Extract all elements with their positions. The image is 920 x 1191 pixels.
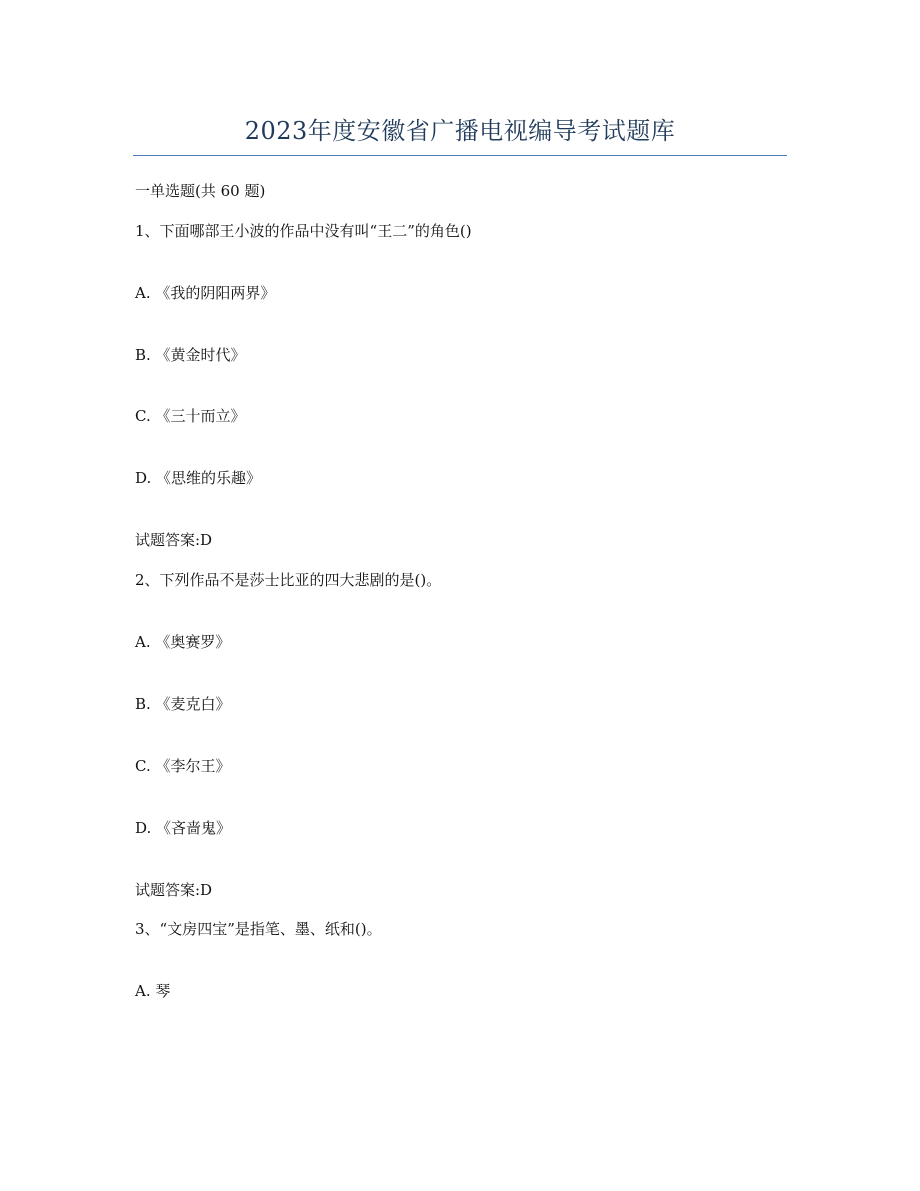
question-1-option-c: C. 《三十而立》 [135,407,246,425]
title-underline [133,155,787,156]
question-1-option-d: D. 《思维的乐趣》 [135,469,262,487]
question-2-option-b: B. 《麦克白》 [135,695,231,713]
question-3-stem: 3、“文房四宝”是指笔、墨、纸和()。 [135,920,382,938]
question-2-option-a: A. 《奥赛罗》 [135,633,231,651]
question-2-option-d: D. 《吝啬鬼》 [135,819,232,837]
section-heading: 一单选题(共 60 题) [135,182,266,200]
question-1-stem: 1、下面哪部王小波的作品中没有叫“王二”的角色() [135,222,472,240]
question-3-option-a: A. 琴 [135,982,171,1000]
question-2-option-c: C. 《李尔王》 [135,757,231,775]
question-2-answer: 试题答案:D [135,881,213,899]
question-1-answer: 试题答案:D [135,531,213,549]
document-title: 2023年度安徽省广播电视编导考试题库 [244,117,676,145]
question-2-stem: 2、下列作品不是莎士比亚的四大悲剧的是()。 [135,571,442,589]
question-1-option-a: A. 《我的阴阳两界》 [135,284,276,302]
question-1-option-b: B. 《黄金时代》 [135,346,246,364]
